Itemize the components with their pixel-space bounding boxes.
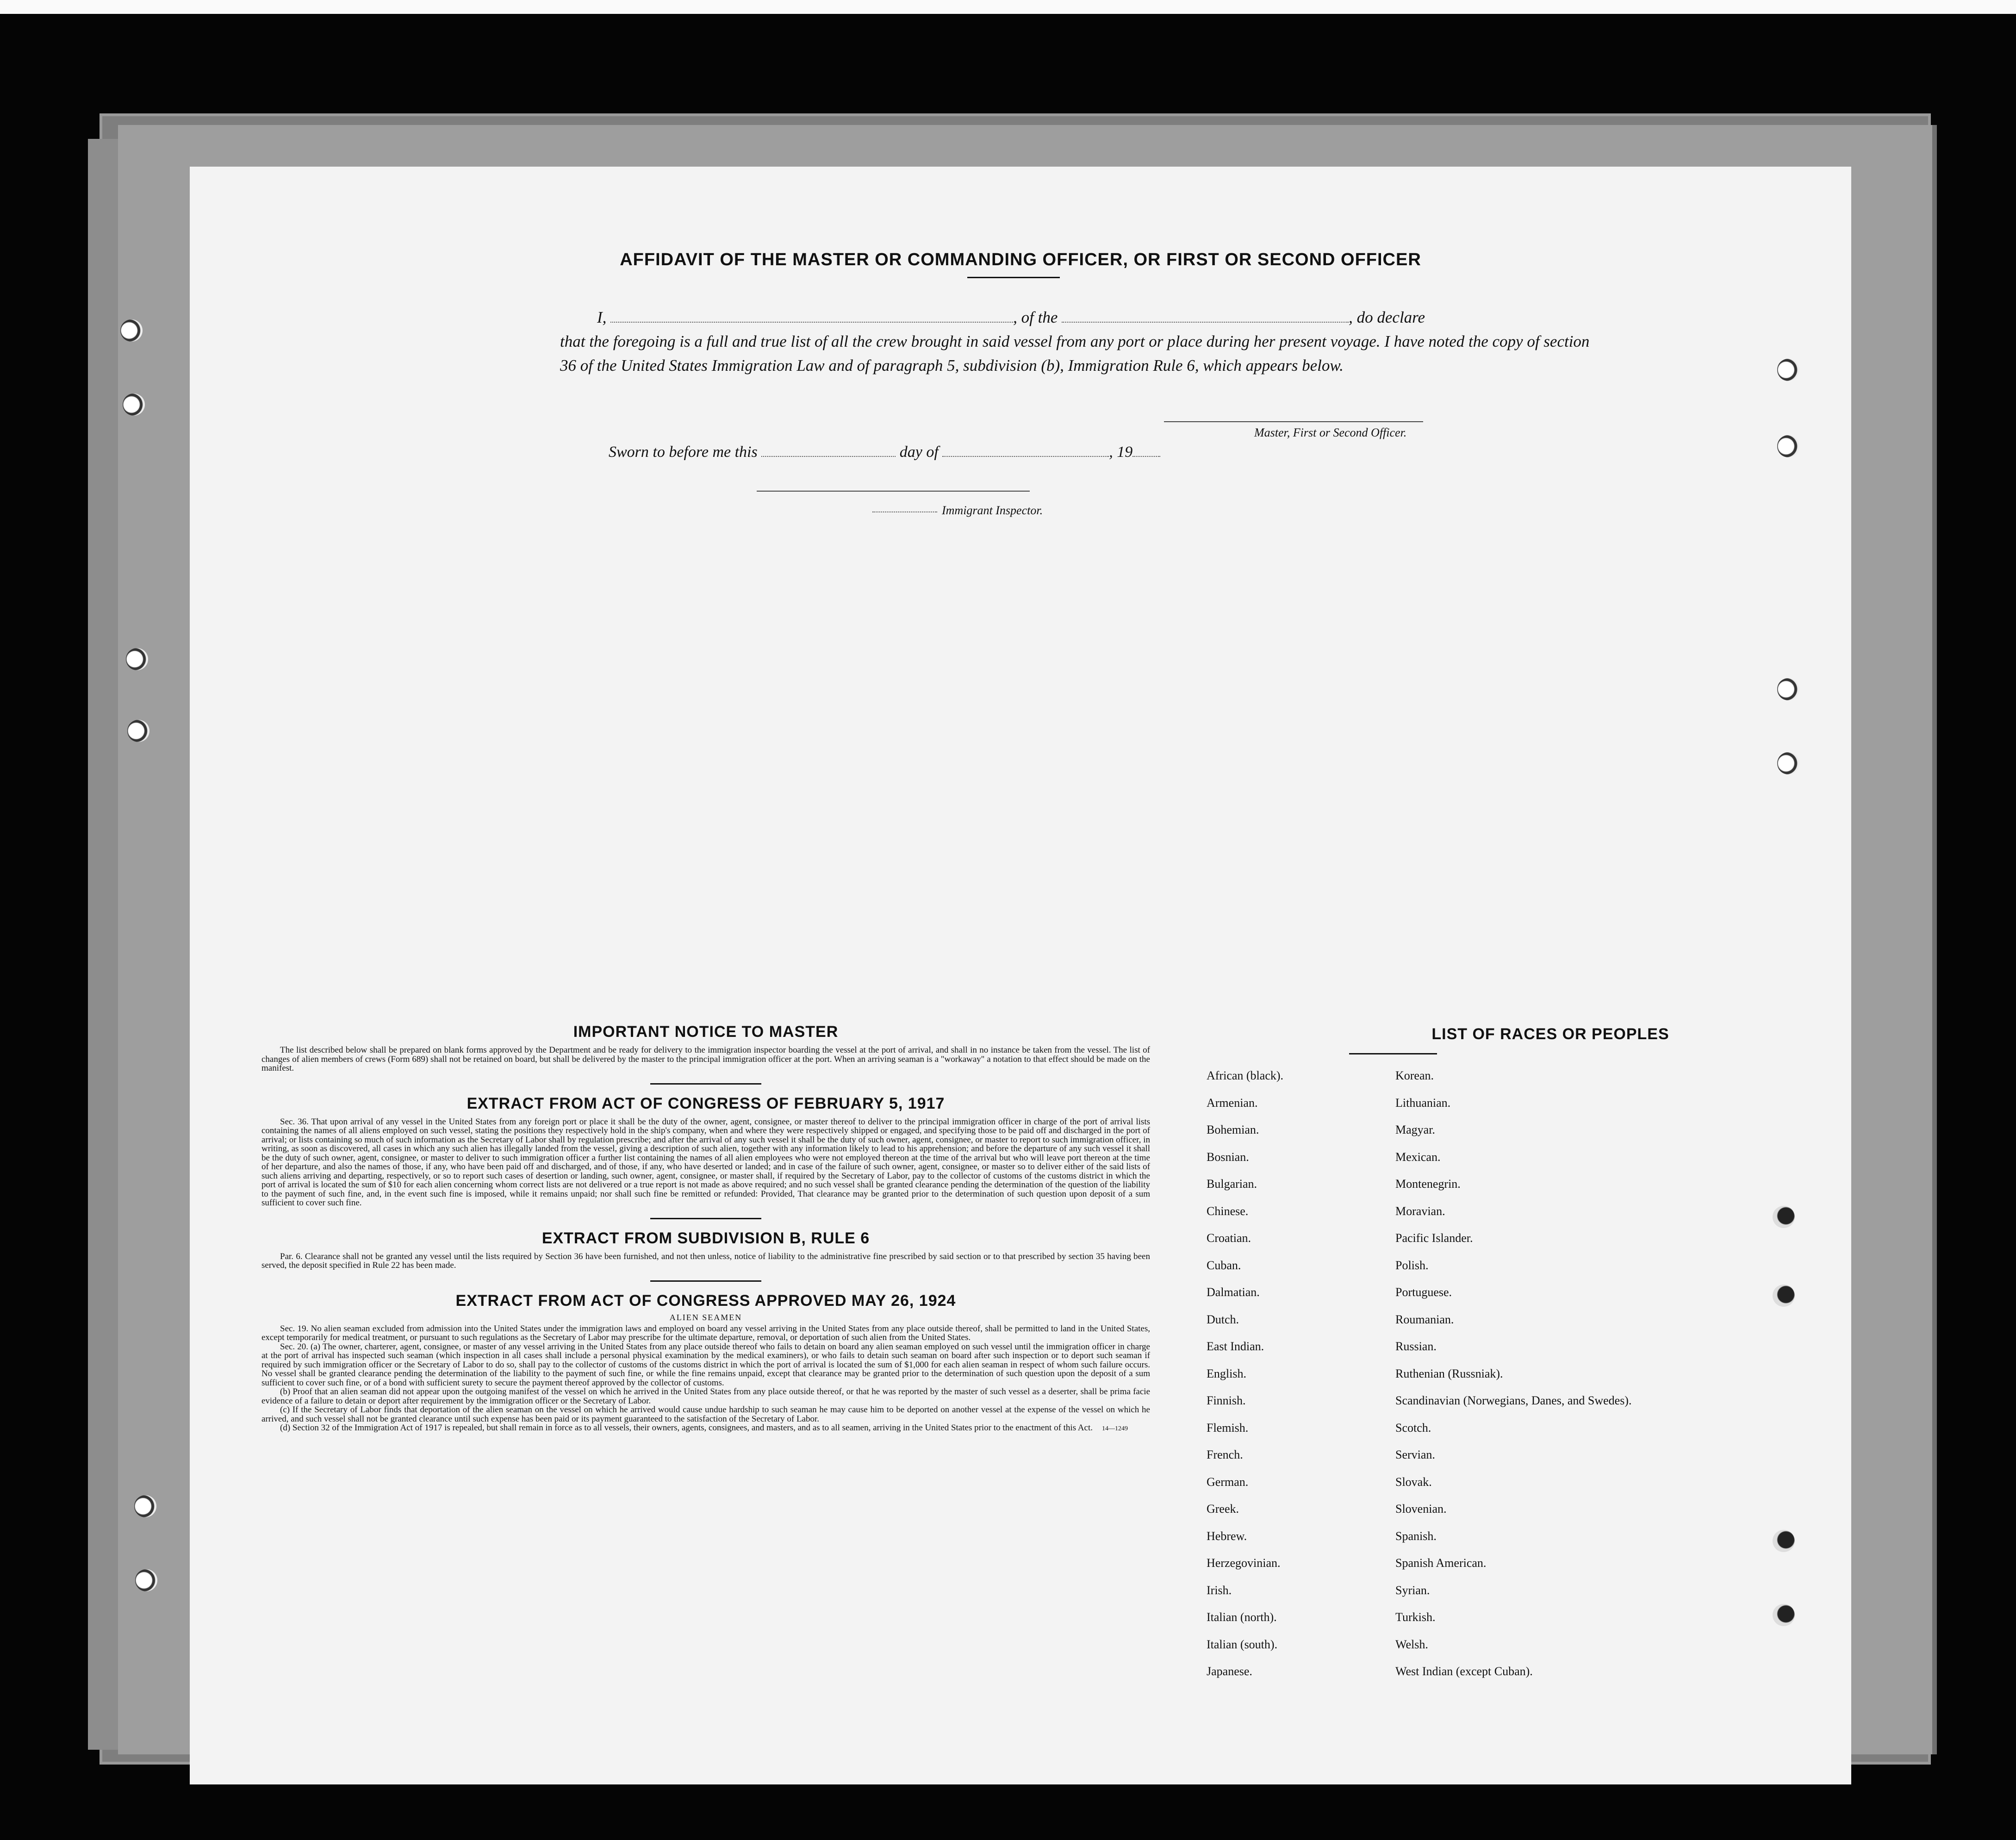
extract-1924-subtitle: ALIEN SEAMEN xyxy=(669,1312,742,1322)
extract-1924-para xyxy=(261,1423,1150,1434)
race-item: Spanish American. xyxy=(1395,1556,1487,1570)
inspector-signature-line[interactable] xyxy=(757,491,1030,492)
race-item: West Indian (except Cuban). xyxy=(1395,1665,1533,1678)
declarant-name-field[interactable] xyxy=(610,308,1013,323)
declaration-text: that the foregoing is a full and true list of all the crew brought in said vessel from any port or place during her present voyage. I have noted the copy of section 36 of the United States Immigration Law and of paragraph 5, subdivision (b), Immigration Rule 6, which appears below. xyxy=(560,332,1590,374)
extract-1917-text: Sec. 36. That upon arrival of any vessel in the United States from any foreign port or place it shall be the duty of the owner, agent, consignee, or master thereof to deliver to the principal immigration officer in charge of the port of arrival lists containing the names of all aliens employed on such vessel, stating the positions they respectively hold in the ship's company, when and where they were respectively shipped or engaged, and specifying those to be paid off and discharged in the port of arrival; or lists containing so much of such information as the Secretary of Labor shall by regulation prescribe; and after the arrival of any such vessel it shall be the duty of such owner, agent, consignee, or master to report to such immigration officer, in writing, as soon as discovered, all cases in which any such alien has illegally landed from the vessel, giving a description of such alien, together with any information likely to lead to his apprehension; and before the departure of any such vessel it shall be the duty of such owner, agent, consignee, or master to deliver to such immigration officer a further list containing the names of all alien employees who were not employed thereon at the time of the arrival but who will leave port thereon at the time of her departure, and also the names of those, if any, who have been paid off and discharged, and of those, if any, who have deserted or landed; and in case of the failure of such owner, agent, consignee, or master so to deliver either of the said lists of such aliens arriving and departing, respectively, or so to report such cases of desertion or landing, such owner, agent, consignee, or master shall, if required by the Secretary of Labor, pay to the collector of customs of the customs district in which the port of arrival is located the sum of $10 for each alien concerning whom correct lists are not delivered or a true report is not made as above required; and no such vessel shall be granted clearance pending the determination of the question of the liability to the payment of such fine, and, in the event such fine is imposed, while it remains unpaid; nor shall such fine be remitted or refunded: Provided, That clearance may be granted prior to the determination of such question upon deposit of a sum sufficient to cover such fine. xyxy=(261,1116,1150,1208)
punch-hole xyxy=(134,1495,156,1517)
race-item: Japanese. xyxy=(1207,1665,1252,1678)
race-item: Servian. xyxy=(1395,1448,1435,1461)
race-item: Flemish. xyxy=(1207,1421,1249,1435)
notice-column xyxy=(261,1023,1150,1434)
notice-title: IMPORTANT NOTICE TO MASTER xyxy=(573,1023,839,1041)
section-rule xyxy=(650,1083,761,1085)
extract-rule6-title: EXTRACT FROM SUBDIVISION B, RULE 6 xyxy=(541,1229,870,1247)
race-item: Ruthenian (Russniak). xyxy=(1395,1366,1503,1380)
sworn-month-field[interactable] xyxy=(942,442,1109,457)
race-item: Welsh. xyxy=(1395,1637,1428,1651)
extract-rule6-text: Par. 6. Clearance shall not be granted any vessel until the lists required by Section 36 have been furnished, and not then unless, notice of liability to the administrative fine prescribed by said section or to that prescribed by section 35 having been served, the deposit specified in Rule 22 has been made. xyxy=(261,1251,1150,1270)
race-item: Pacific Islander. xyxy=(1395,1231,1473,1245)
race-item: Russian. xyxy=(1395,1340,1437,1353)
inspector-dotline xyxy=(872,511,937,512)
scanner-top-edge xyxy=(0,0,2016,14)
punch-hole xyxy=(120,319,143,342)
affidavit-body xyxy=(560,306,1606,378)
punch-hole xyxy=(1777,359,1799,381)
title-rule xyxy=(967,277,1060,278)
sworn-line xyxy=(609,442,1160,461)
punch-hole xyxy=(1773,1530,1795,1552)
race-item: Chinese. xyxy=(1207,1204,1249,1218)
extract-1924-para: Sec. 19. No alien seaman excluded from admission into the United States under the immigration laws and employed on board any vessel arriving in the United States from any place outside thereof, shall be permitted to land in the United States, except temporarily for medical treatment, or pursuant to such regulations as the Secretary of Labor may prescribe for the ultimate departure, removal, or deportation of such alien from the United States. xyxy=(261,1323,1150,1342)
race-item: Turkish. xyxy=(1395,1610,1436,1624)
punch-hole xyxy=(127,720,149,742)
punch-hole xyxy=(1777,678,1799,700)
race-item: Irish. xyxy=(1207,1583,1232,1597)
race-item: Slovenian. xyxy=(1395,1502,1447,1516)
master-signature-caption: Master, First or Second Officer. xyxy=(1254,426,1407,439)
sworn-day-field[interactable] xyxy=(761,442,896,457)
races-title-rule xyxy=(1349,1053,1437,1054)
race-item: Cuban. xyxy=(1207,1258,1241,1272)
extract-1917-title: EXTRACT FROM ACT OF CONGRESS OF FEBRUARY 5, 1917 xyxy=(467,1094,945,1112)
section-rule xyxy=(650,1280,761,1282)
punch-hole xyxy=(123,393,145,416)
race-item: Polish. xyxy=(1395,1258,1429,1272)
extract-1924-last-text: (d) Section 32 of the Immigration Act of 1917 is repealed, but shall remain in force as to all vessels, their owners, agents, consignees, and masters, and as to all seamen, arriving in the United States prior to the enactment of this Act. xyxy=(280,1423,1093,1433)
race-item: French. xyxy=(1207,1448,1243,1461)
extract-1924-para: (c) If the Secretary of Labor finds that deportation of the alien seaman on the vessel on which he arrived would cause undue hardship to such seaman he may cause him to be deported on another vessel at the expense of the vessel on which he arrived, and such vessel shall not be granted clearance until such expense has been paid or its payment guaranteed to the satisfaction of the Secretary of Labor. xyxy=(261,1405,1150,1424)
race-item: Italian (south). xyxy=(1207,1637,1278,1651)
race-item: Bulgarian. xyxy=(1207,1177,1257,1191)
extract-1924-title: EXTRACT FROM ACT OF CONGRESS APPROVED MAY 26, 1924 xyxy=(455,1291,956,1310)
race-item: Hebrew. xyxy=(1207,1529,1247,1543)
punch-hole xyxy=(1777,752,1799,774)
race-item: Italian (north). xyxy=(1207,1610,1277,1624)
race-item: Lithuanian. xyxy=(1395,1096,1451,1110)
race-item: Croatian. xyxy=(1207,1231,1251,1245)
race-item: Montenegrin. xyxy=(1395,1177,1461,1191)
race-item: Syrian. xyxy=(1395,1583,1430,1597)
sworn-prefix: Sworn to before me this xyxy=(609,443,758,461)
punch-hole xyxy=(135,1569,157,1591)
inspector-caption: Immigrant Inspector. xyxy=(942,504,1043,517)
race-item: English. xyxy=(1207,1366,1246,1380)
race-item: Slovak. xyxy=(1395,1475,1432,1489)
race-item: Greek. xyxy=(1207,1502,1239,1516)
race-item: Mexican. xyxy=(1395,1150,1441,1164)
race-item: German. xyxy=(1207,1475,1249,1489)
sworn-year-field[interactable] xyxy=(1132,442,1160,457)
punch-hole xyxy=(126,648,148,670)
declare-suffix: , do declare xyxy=(1349,308,1425,326)
race-item: Herzegovinian. xyxy=(1207,1556,1281,1570)
form-page xyxy=(190,167,1851,1784)
declaration-line xyxy=(560,306,1606,330)
sworn-year-prefix: , 19 xyxy=(1109,443,1133,461)
affidavit-title: AFFIDAVIT OF THE MASTER OR COMMANDING OFFICER, OR FIRST OR SECOND OFFICER xyxy=(620,250,1421,269)
sworn-day-of: day of xyxy=(899,443,939,461)
section-rule xyxy=(650,1218,761,1219)
vessel-prefix: , of the xyxy=(1013,308,1058,326)
race-item: Scandinavian (Norwegians, Danes, and Swedes). xyxy=(1395,1394,1632,1407)
race-item: Korean. xyxy=(1395,1069,1434,1082)
punch-hole xyxy=(1773,1285,1795,1307)
race-item: Roumanian. xyxy=(1395,1312,1454,1326)
race-item: Bohemian. xyxy=(1207,1123,1259,1136)
punch-hole xyxy=(1777,435,1799,457)
race-item: Dutch. xyxy=(1207,1312,1239,1326)
extract-1924-para: (b) Proof that an alien seaman did not appear upon the outgoing manifest of the vessel on which he arrived in the United States from any place outside thereof, or that he was reported by the master of such vessel as a deserter, shall be prima facie evidence of a failure to detain or deport after requirement by the immigration officer or the Secretary of Labor. xyxy=(261,1387,1150,1406)
notice-text: The list described below shall be prepared on blank forms approved by the Department and be ready for delivery to the immigration inspector boarding the vessel at the port of arrival, and shall in no instance be taken from the vessel. The list of changes of alien members of crews (Form 689) shall not be retained on board, but shall be delivered by the master to the principal immigration officer at the port. When an arriving seaman is a "workaway" a notation to that effect should be made on the manifest. xyxy=(261,1045,1150,1073)
declarant-prefix: I, xyxy=(597,308,607,326)
race-item: Dalmatian. xyxy=(1207,1285,1260,1299)
extract-1924-para: Sec. 20. (a) The owner, charterer, agent, consignee, or master of any vessel arriving in the United States from any place outside thereof who fails to detain on board any alien seaman employed on such vessel until the immigration officer in charge at the port of arrival has inspected such seaman (which inspection in all cases shall include a personal physical examination by the medical examiners), or who fails to detain such seaman on board after such inspection or to deport such seaman if required by such immigration officer or the Secretary of Labor to do so, shall pay to the collector of customs of the customs district in which the port of arrival is located the sum of $1,000 for each alien seaman in respect of whom such failure occurs. No vessel shall be granted clearance pending the determination of the liability to the payment of such fine, or while the fine remains unpaid, except that clearance may be granted prior to the determination of such question upon the deposit of a sum sufficient to cover such fine, or of a bond with sufficient surety to secure the payment thereof approved by the collector of customs. xyxy=(261,1341,1150,1388)
races-title: LIST OF RACES OR PEOPLES xyxy=(1431,1025,1669,1043)
race-item: Armenian. xyxy=(1207,1096,1258,1110)
races-right-column xyxy=(1395,1069,1636,1692)
race-item: Portuguese. xyxy=(1395,1285,1452,1299)
master-signature-line[interactable] xyxy=(1164,421,1423,422)
race-item: Bosnian. xyxy=(1207,1150,1249,1164)
race-item: Magyar. xyxy=(1395,1123,1435,1136)
form-number: 14—1249 xyxy=(1102,1425,1128,1432)
race-item: East Indian. xyxy=(1207,1340,1264,1353)
race-item: Scotch. xyxy=(1395,1421,1431,1435)
punch-hole xyxy=(1773,1206,1795,1228)
race-item: Finnish. xyxy=(1207,1394,1246,1407)
vessel-name-field[interactable] xyxy=(1062,308,1349,323)
race-item: African (black). xyxy=(1207,1069,1284,1082)
punch-hole xyxy=(1773,1604,1795,1626)
race-item: Spanish. xyxy=(1395,1529,1437,1543)
race-item: Moravian. xyxy=(1395,1204,1445,1218)
